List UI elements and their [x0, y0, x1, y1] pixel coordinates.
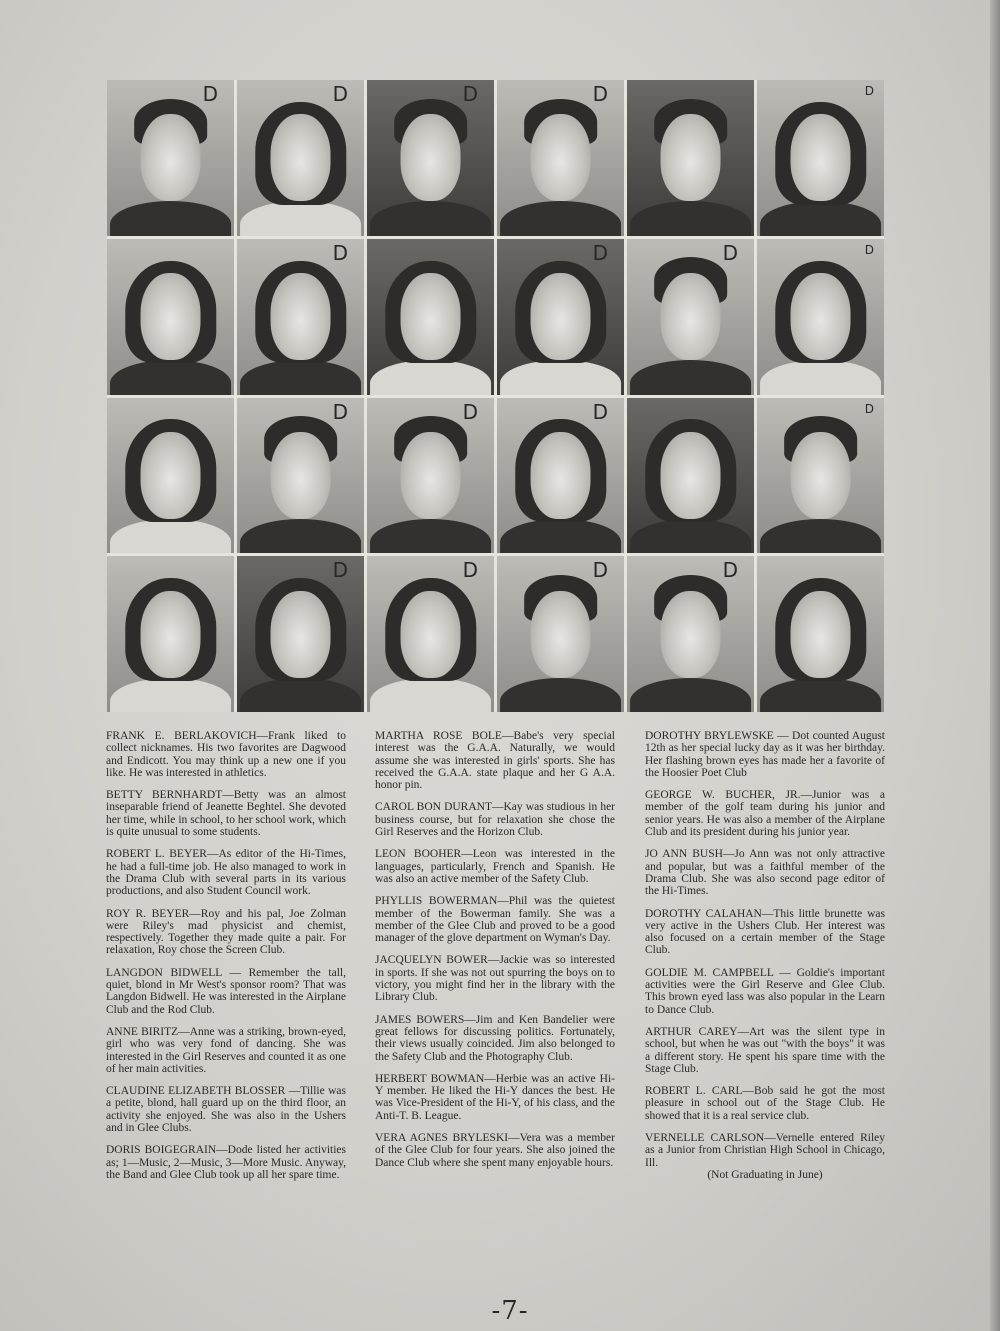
- portrait-grid: [107, 80, 884, 712]
- student-biography: [375, 730, 615, 791]
- portrait-face: [270, 432, 331, 519]
- student-portrait: [497, 80, 624, 236]
- student-biography: [375, 954, 615, 1003]
- student-name: VERA AGNES BRYLESKI: [375, 1132, 509, 1145]
- handwritten-mark: D: [592, 399, 608, 424]
- portrait-shoulders: [240, 201, 362, 235]
- student-portrait: [627, 239, 754, 395]
- portrait-shoulders: [110, 678, 232, 712]
- portrait-shoulders: [760, 519, 882, 553]
- student-portrait: [757, 398, 884, 554]
- portrait-face: [530, 273, 591, 360]
- biography-text: —Anne was a striking, brown-eyed, girl who was very fond of dancing. She was interested in the Girl Reserves and counted it as one of her main activities.: [106, 1025, 346, 1075]
- student-biography: [106, 848, 346, 897]
- student-name: DOROTHY BRYLEWSKE: [645, 730, 774, 742]
- student-portrait: [107, 80, 234, 236]
- student-biography: [645, 789, 885, 838]
- handwritten-mark: D: [864, 242, 874, 257]
- student-name: LANGDON BIDWELL: [106, 966, 222, 979]
- student-portrait: [757, 239, 884, 395]
- student-name: DORIS BOIGEGRAIN: [106, 1144, 217, 1157]
- handwritten-mark: D: [592, 240, 608, 265]
- biography-text: —Leon was interested in the languages, particularly, French and Spanish. He was also an active member of the Safety Club.: [375, 848, 615, 885]
- student-biography: [645, 1085, 885, 1122]
- biography-text: —Roy and his pal, Joe Zolman were Riley's mad physicist and chemist, respectively. Together they made quite a pair. For relaxation, Roy chose the Screen Club.: [106, 907, 346, 957]
- portrait-shoulders: [240, 519, 362, 553]
- handwritten-mark: D: [332, 558, 348, 583]
- portrait-shoulders: [240, 678, 362, 712]
- student-name: BETTY BERNHARDT: [106, 789, 223, 802]
- student-biography: [645, 1132, 885, 1169]
- student-name: ROBERT L. CARL: [645, 1085, 743, 1098]
- handwritten-mark: D: [592, 82, 608, 106]
- student-biography: [106, 1144, 346, 1181]
- handwritten-mark: D: [462, 399, 478, 424]
- portrait-shoulders: [630, 360, 752, 394]
- student-biography: [106, 1085, 346, 1134]
- portrait-face: [400, 273, 461, 360]
- biography-text: —As editor of the Hi-Times, he had a full-time job. He also managed to work in the Drama Club with several parts in its various productions, and also Student Council work.: [106, 848, 347, 898]
- student-name: JO ANN BUSH: [645, 848, 723, 861]
- biography-text: —Tillie was a petite, blond, hall guard up on the third floor, an activity she enjoyed. She was also in the Ushers and in Glee Clubs.: [106, 1085, 346, 1135]
- student-biography: [375, 848, 615, 885]
- portrait-shoulders: [500, 360, 622, 394]
- student-portrait: [757, 80, 884, 236]
- portrait-shoulders: [500, 519, 622, 553]
- biography-text: —Dode listed her activities as; 1—Music, 2—Music, 3—More Music. Anyway, the Band and Glee Club took up all her spare time.: [106, 1144, 346, 1181]
- biography-text: —Vera was a member of the Glee Club for four years. She also joined the Dance Club where she spent many enjoyable hours.: [375, 1132, 615, 1169]
- biography-column-1: [106, 730, 346, 1191]
- handwritten-mark: D: [332, 240, 348, 265]
- portrait-face: [790, 591, 851, 678]
- portrait-face: [140, 432, 201, 519]
- student-name: HERBERT BOWMAN: [375, 1072, 485, 1085]
- graduation-note: (Not Graduating in June): [707, 1168, 823, 1181]
- student-biography: [645, 967, 885, 1016]
- student-name: FRANK E. BERLAKOVICH: [106, 730, 257, 742]
- biography-text: —Frank liked to collect nicknames. His two favorites are Dagwood and Endicott. You may think up a new one if you like. He was interested in athletics.: [106, 730, 346, 779]
- student-portrait: [627, 398, 754, 554]
- student-portrait: [237, 80, 364, 236]
- portrait-face: [140, 273, 201, 360]
- student-portrait: [237, 556, 364, 712]
- handwritten-mark: D: [864, 84, 874, 98]
- portrait-face: [530, 432, 591, 519]
- portrait-face: [400, 114, 461, 201]
- student-biography: [645, 730, 885, 779]
- student-name: ANNE BIRITZ: [106, 1025, 179, 1038]
- biography-text: —Bob said he got the most pleasure in school out of the Stage Club. He showed that it is a real service club.: [645, 1085, 885, 1122]
- biography-text: —This little brunette was very active in the Ushers Club. Her interest was also focused on a certain member of the Stage Club.: [645, 907, 886, 957]
- student-portrait: [237, 239, 364, 395]
- student-name: PHYLLIS BOWERMAN: [375, 895, 498, 908]
- page-edge: [990, 0, 1000, 1331]
- biography-text: —Herbie was an active Hi-Y member. He liked the Hi-Y dances the best. He was Vice-President of the Hi-Y, of his class, and the Anti-T. B. League.: [375, 1072, 615, 1122]
- student-portrait: [107, 398, 234, 554]
- student-biography: [375, 1132, 615, 1169]
- portrait-shoulders: [630, 201, 752, 235]
- biography-text: —Jo Ann was not only attractive and popular, but was a faithful member of the Drama Club. She was also second page editor of the Hi-Times.: [645, 848, 885, 898]
- portrait-face: [660, 591, 721, 678]
- portrait-face: [790, 432, 851, 519]
- student-name: LEON BOOHER: [375, 848, 462, 861]
- student-name: VERNELLE CARLSON: [645, 1132, 765, 1145]
- student-name: ROY R. BEYER: [106, 907, 190, 920]
- portrait-shoulders: [370, 201, 492, 235]
- biography-text: —Vernelle entered Riley as a Junior from Christian High School in Chicago, Ill.: [645, 1132, 885, 1169]
- biography-text: —Junior was a member of the golf team during his junior and senior years. He was also a member of the Airplane Club and its president during his junior year.: [645, 789, 885, 839]
- biography-text: — Remember the tall, quiet, blond in Mr West's sponsor room? That was Langdon Bidwell. He was interested in the Airplane Club and the Rod Club.: [106, 966, 346, 1016]
- student-portrait: [367, 398, 494, 554]
- student-biography: [375, 1073, 615, 1122]
- student-name: DOROTHY CALAHAN: [645, 907, 762, 920]
- portrait-face: [660, 273, 721, 360]
- biography-text: —Babe's very special interest was the G.A.A. Naturally, we would assume she was interested in girls' sports. She has received the G.A.A. state plaque and her G A.A. honor pin.: [375, 730, 615, 792]
- portrait-face: [400, 591, 461, 678]
- student-name: JACQUELYN BOWER: [375, 954, 488, 967]
- student-biography: [645, 908, 885, 957]
- student-name: GOLDIE M. CAMPBELL: [645, 966, 774, 979]
- student-portrait: [627, 556, 754, 712]
- student-portrait: [367, 80, 494, 236]
- biography-text: —Jim and Ken Bandelier were great fellows for discussing politics. Fortunately, their views usually coincided. Jim also belonged to the Safety Club and the Photography Club.: [375, 1013, 615, 1063]
- biography-text: —Phil was the quietest member of the Bowerman family. She was a member of the Glee Club and proved to be a good manager of the glove department on Wyman's Day.: [375, 895, 615, 945]
- portrait-face: [790, 273, 851, 360]
- portrait-shoulders: [760, 360, 882, 394]
- portrait-shoulders: [760, 678, 882, 712]
- portrait-shoulders: [370, 360, 492, 394]
- handwritten-mark: D: [592, 558, 608, 583]
- student-name: CAROL BON DURANT: [375, 801, 492, 814]
- portrait-face: [530, 114, 591, 201]
- portrait-face: [140, 114, 201, 201]
- biography-text: —Kay was studious in her business course, but for relaxation she chose the Girl Reserves and the Horizon Club.: [375, 801, 616, 839]
- portrait-face: [660, 114, 721, 201]
- portrait-shoulders: [240, 360, 362, 394]
- student-portrait: [237, 398, 364, 554]
- student-name: CLAUDINE ELIZABETH BLOSSER: [106, 1085, 286, 1098]
- student-biography: [375, 895, 615, 944]
- handwritten-mark: D: [722, 558, 738, 583]
- student-portrait: [367, 556, 494, 712]
- handwritten-mark: D: [462, 558, 478, 583]
- portrait-face: [400, 432, 461, 519]
- handwritten-mark: D: [864, 401, 874, 416]
- biography-text: — Goldie's important activities were the Girl Reserve and Glee Club. This brown eyed lass was also popular in the Learn to Dance Club.: [645, 966, 886, 1016]
- handwritten-mark: D: [722, 240, 738, 265]
- handwritten-mark: D: [202, 82, 218, 106]
- portrait-face: [140, 591, 201, 678]
- portrait-shoulders: [760, 201, 882, 235]
- student-biography: [645, 1026, 885, 1075]
- portrait-shoulders: [500, 201, 622, 235]
- student-biography: [106, 908, 346, 957]
- portrait-shoulders: [110, 201, 232, 235]
- page-number: -7-: [491, 1296, 529, 1326]
- student-portrait: [757, 556, 884, 712]
- student-biography: [106, 967, 346, 1016]
- biography-column-3: [645, 730, 885, 1191]
- student-name: ROBERT L. BEYER: [106, 848, 207, 861]
- student-biography: [645, 848, 885, 897]
- student-biography: [375, 1014, 615, 1063]
- portrait-shoulders: [110, 519, 232, 553]
- portrait-shoulders: [500, 678, 622, 712]
- portrait-shoulders: [630, 678, 752, 712]
- student-biography: [106, 789, 346, 838]
- student-portrait: [367, 239, 494, 395]
- handwritten-mark: D: [462, 82, 478, 106]
- handwritten-mark: D: [332, 82, 348, 106]
- portrait-face: [530, 591, 591, 678]
- biography-text: —Art was the silent type in school, but when he was out "with the boys" it was a different story. He spent his spare time with the Stage Club.: [645, 1025, 885, 1075]
- biography-text: —Betty was an almost inseparable friend of Jeanette Beghtel. She devoted her time, while in school, to her school work, which is quite unusual to some students.: [106, 789, 347, 839]
- portrait-face: [270, 114, 331, 201]
- portrait-face: [660, 432, 721, 519]
- student-biography: [106, 1026, 346, 1075]
- student-portrait: [497, 239, 624, 395]
- student-portrait: [497, 398, 624, 554]
- portrait-face: [790, 114, 851, 201]
- portrait-shoulders: [370, 678, 492, 712]
- student-portrait: [497, 556, 624, 712]
- student-portrait: [107, 556, 234, 712]
- portrait-shoulders: [110, 360, 232, 394]
- student-portrait: [107, 239, 234, 395]
- handwritten-mark: D: [332, 399, 348, 424]
- student-name: GEORGE W. BUCHER, JR.: [645, 789, 801, 802]
- biography-column-2: [375, 730, 615, 1179]
- student-name: MARTHA ROSE BOLE: [375, 730, 502, 742]
- student-name: JAMES BOWERS: [375, 1013, 465, 1026]
- student-biography: [106, 730, 346, 779]
- student-portrait: [627, 80, 754, 236]
- biography-text: — Dot counted August 12th as her special lucky day as it was her birthday. Her flashing brown eyes has made her a favorite of the Hoosier Poet Club: [645, 730, 885, 779]
- portrait-face: [270, 273, 331, 360]
- student-biography: [375, 801, 615, 838]
- portrait-shoulders: [370, 519, 492, 553]
- student-name: ARTHUR CAREY: [645, 1025, 738, 1038]
- portrait-face: [270, 591, 331, 678]
- portrait-shoulders: [630, 519, 752, 553]
- biography-text: —Jackie was so interested in sports. If she was not out spurring the boys on to victory, you might find her in the library with the Library Club.: [375, 954, 616, 1004]
